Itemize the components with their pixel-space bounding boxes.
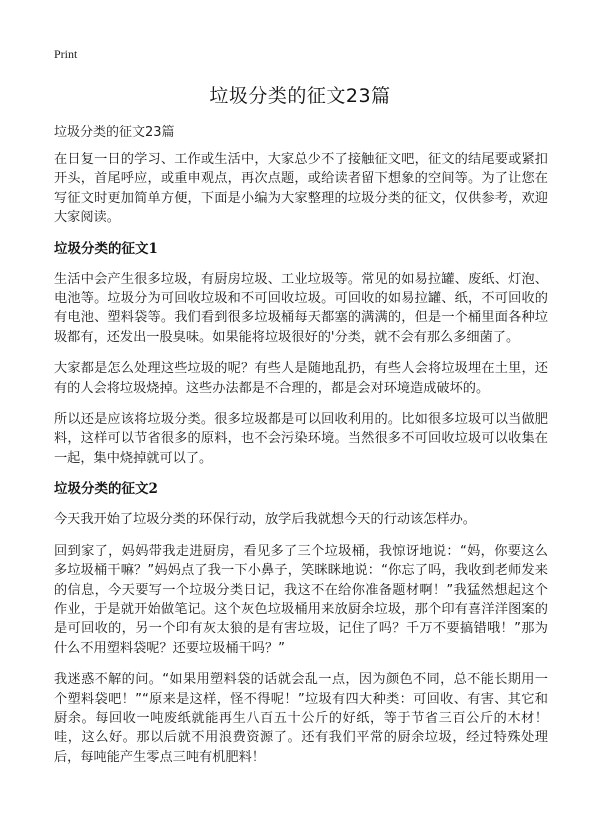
print-label: Print: [54, 47, 78, 61]
page-title: 垃圾分类的征文23篇: [209, 85, 391, 107]
section-heading-2: 垃圾分类的征文2: [54, 481, 158, 498]
section-2-paragraph-3: 我迷惑不解的问。“如果用塑料袋的话就会乱一点，因为颜色不同，总不能长期用一个塑料袋吧！”“原来是这样，怪不得呢！”垃圾有四大种类：可回收、有害、其它和厨余。每回收一吨废纸就能再生八百五十公斤的好纸，等于节省三百公斤的木材！哇，这么好。那以后就不用浪费资源了。还有我们平常的厨余垃圾，经过特殊处理后，每吨能产生零点三吨有机肥料！: [54, 672, 548, 765]
section-1-paragraph-2: 大家都是怎么处理这些垃圾的呢？有些人是随地乱扔，有些人会将垃圾埋在土里，还有的人会将垃圾烧掉。这些办法都是不合理的，都是会对环境造成破坏的。: [54, 361, 548, 396]
section-heading-1: 垃圾分类的征文1: [54, 240, 158, 257]
section-1-paragraph-3: 所以还是应该将垃圾分类。很多垃圾都是可以回收利用的。比如很多垃圾可以当做肥料，这样可以节省很多的原料，也不会污染环境。当然很多不可回收垃圾可以收集在一起，集中烧掉就可以了。: [54, 412, 548, 466]
section-2-paragraph-2: 回到家了，妈妈带我走进厨房，看见多了三个垃圾桶，我惊讶地说：“妈，你要这么多垃圾桶干嘛？”妈妈点了我一下小鼻子，笑眯眯地说：“你忘了吗，我收到老师发来的信息，今天要写一个垃圾分类日记，我这不在给你准备题材啊！”我猛然想起这个作业，于是就开始做笔记。这个灰色垃圾桶用来放厨余垃圾，那个印有喜洋洋图案的是可回收的，另一个印有灰太狼的是有害垃圾，记住了吗？千万不要搞错哦！”那为什么不用塑料袋呢？还要垃圾桶干吗？”: [54, 543, 548, 656]
section-1-paragraph-1: 生活中会产生很多垃圾，有厨房垃圾、工业垃圾等。常见的如易拉罐、废纸、灯泡、电池等。垃圾分为可回收垃圾和不可回收垃圾。可回收的如易拉罐、纸，不可回收的有电池、塑料袋等。我们看到很多垃圾桶每天都塞的满满的，但是一个桶里面各种垃圾都有，还发出一股臭味。如果能将垃圾很好的'分类，就不会有那么多细菌了。: [54, 271, 548, 345]
document-body: [54, 150, 548, 779]
intro-paragraph: 在日复一日的学习、工作或生活中，大家总少不了接触征文吧，征文的结尾要或紧扣开头，首尾呼应，或重申观点，再次点题，或给读者留下想象的空间等。为了让您在写征文时更加简单方便，下面是小编为大家整理的垃圾分类的征文，仅供参考，欢迎大家阅读。: [54, 152, 548, 226]
document-subtitle: 垃圾分类的征文23篇: [54, 125, 175, 140]
section-2-paragraph-1: 今天我开始了垃圾分类的环保行动，放学后我就想今天的行动该怎样办。: [54, 512, 476, 528]
